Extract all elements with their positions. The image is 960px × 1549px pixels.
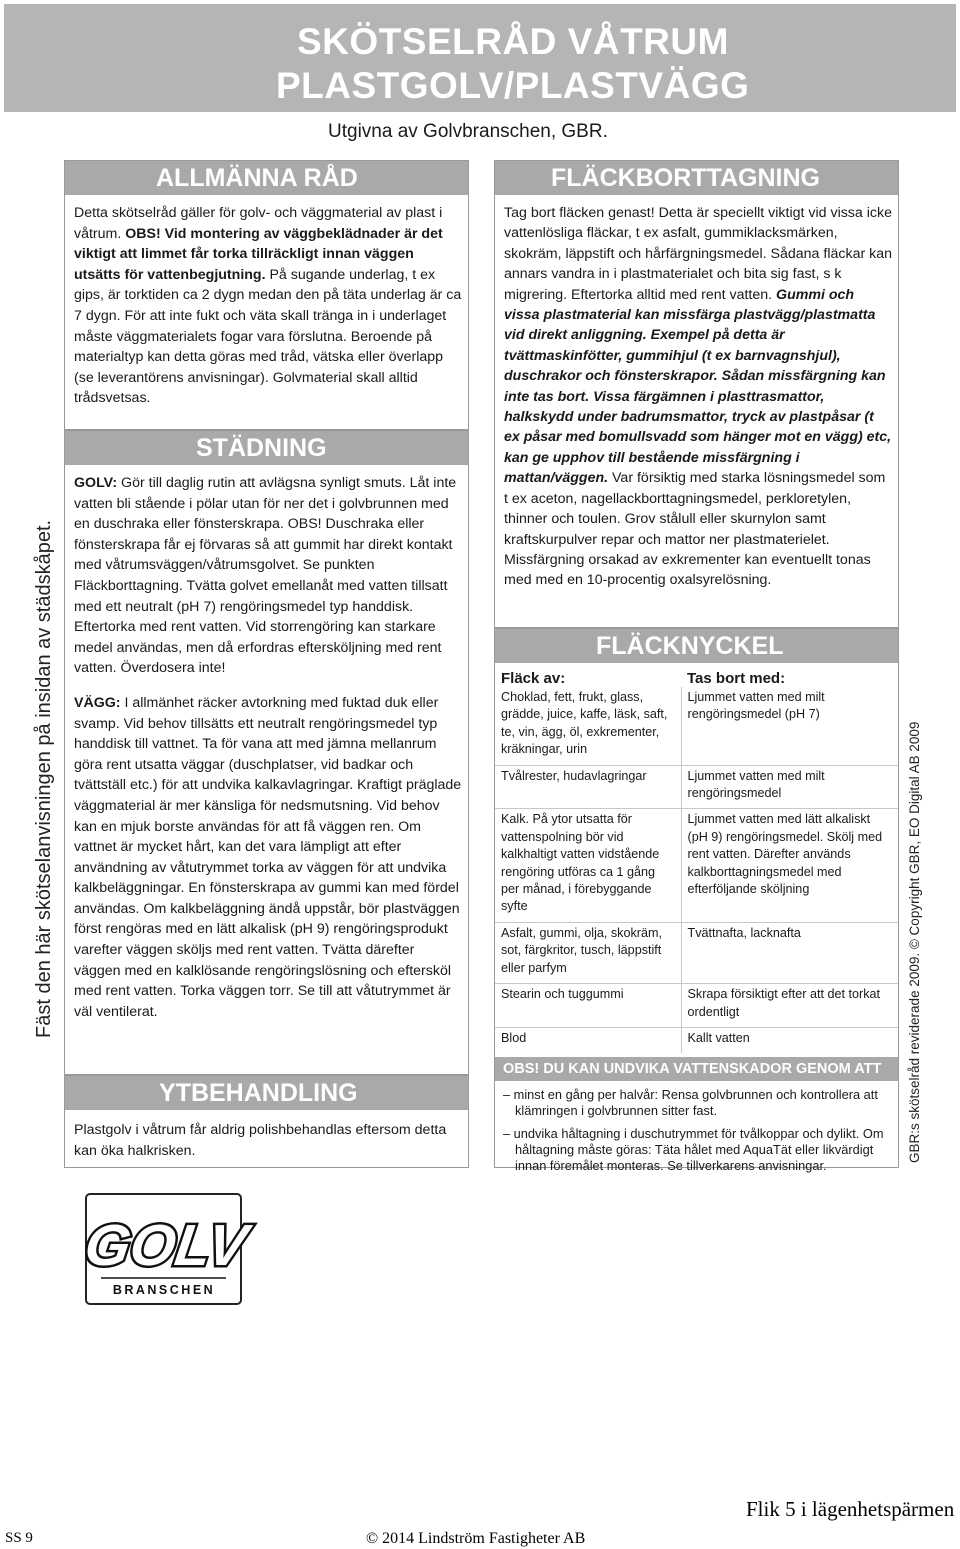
footer-copyright: © 2014 Lindström Fastigheter AB	[366, 1530, 586, 1547]
stain-key-table	[495, 668, 898, 1053]
section-text	[65, 195, 468, 409]
stain-cell: Blod	[495, 1027, 681, 1053]
obs-list	[495, 1081, 898, 1174]
remove-cell: Ljummet vatten med lätt alkaliskt (pH 9) rengöringsmedel. Skölj med rent vatten. Därefter används kalkborttagningsmedel med efterföljande sköljning	[681, 809, 898, 922]
stain-cell: Kalk. På ytor utsatta för vattenspolning bör vid kalkhaltigt vatten vidstående rengöring utföras ca 1 gång per månad, i förebyggande syfte	[495, 809, 681, 922]
text-part: Var försiktig med starka lösningsmedel som t ex aceton, nagellackborttagningsmedel, perkloretylen, thinner och toulen. Grov stålull eller skurnylon samt kraftskurpulver repar och mattor ner plastmaterielet. Missfärgning orsakad av exkrementer kan eventuellt tonas med med en 10-procentig oxalsyrelösning.	[504, 470, 886, 589]
golv-paragraph	[65, 465, 468, 679]
golv-label: GOLV:	[74, 475, 118, 491]
column-header-stain: Fläck av:	[501, 670, 566, 687]
text-part-bold: OBS! Vid montering av väggbeklädnader är det viktigt att limmet får torka tillräckligt innan väggen utsätts för vattenbegjutning.	[74, 225, 443, 283]
side-instruction: Fäst den här skötselanvisningen på insidan av städskåpet.	[33, 519, 55, 1038]
column-header-remove: Tas bort med:	[687, 670, 786, 687]
footer-page-code: SS 9	[5, 1530, 33, 1546]
vagg-text: I allmänhet räcker avtorkning med fuktad duk eller svamp. Vid behov tillsätts ett neutralt rengöringsmedel typ handdisk till vattnet. Ta för vana att med jämna mellanrum göra rent utsatta väggar (duschplatser, vid badkar och tvättställ etc.) för att undvika kalkavlagringar. Kraftigt präglade väggmaterial är mer känsliga för nedsmutsning. Vid behov kan en mjuk borste användas för att få väggen ren. Om vattnet är mycket hårt, kan det vara lämpligt att efter användning av våtutrymmet torka av väggen för att undvika kalkbeläggningar. En fönsterskrapa av gummi kan med fördel användas. Om kalkbeläggning ändå uppstår, bör plastväggen först rengöras med en lätt alkalisk (pH 9) rengöringsprodukt varefter väggen sköljs med rent vatten. Tvätta därefter väggen med en kalklösande rengöringslösning och eftersköl med rent vatten. Torka väggen torr. Se till att våtutrymmet är väl ventilerat.	[74, 694, 462, 1020]
table-row	[495, 687, 898, 765]
logo-subtext: BRANSCHEN	[112, 1283, 216, 1297]
table-header-row	[495, 668, 898, 687]
remove-cell: Skrapa försiktigt efter att det torkat ordentligt	[681, 984, 898, 1028]
section-flacknyckel	[494, 628, 899, 1174]
section-stadning	[64, 430, 469, 1075]
table-row	[495, 984, 898, 1028]
section-heading: STÄDNING	[65, 431, 468, 465]
remove-cell: Ljummet vatten med milt rengöringsmedel (pH 7)	[681, 687, 898, 765]
obs-heading: OBS! DU KAN UNDVIKA VATTENSKADOR GENOM ATT	[495, 1057, 898, 1081]
text-part: På sugande underlag, t ex gips, är torktiden ca 2 dygn medan den på täta underlag är ca 7 dygn. För att inte fukt och väta skall tränga in i underlaget måste väggmaterialets fogar vara förslutna. Beroende på materialtyp kan detta göras med tråd, vätska eller överlapp (se leverantörens anvisningar). Golvmaterial skall alltid trådsvetsas.	[74, 266, 462, 407]
remove-cell: Ljummet vatten med milt rengöringsmedel	[681, 765, 898, 809]
table-row	[495, 1027, 898, 1053]
section-text: Plastgolv i våtrum får aldrig polishbehandlas eftersom detta kan öka halkrisken.	[74, 1122, 447, 1159]
copyright-vertical: GBR:s skötselråd reviderade 2009. © Copyright GBR, EO Digital AB 2009	[907, 721, 922, 1163]
section-ytbehandling	[64, 1075, 469, 1168]
golvbranschen-logo	[80, 1193, 251, 1305]
section-heading: YTBEHANDLING	[65, 1076, 468, 1110]
table-row	[495, 765, 898, 809]
stain-cell: Choklad, fett, frukt, glass, grädde, juice, kaffe, läsk, saft, te, vin, ägg, öl, exkrementer, kräkningar, urin	[495, 687, 681, 765]
section-heading: ALLMÄNNA RÅD	[65, 161, 468, 195]
golv-text: Gör till daglig rutin att avlägsna synligt smuts. Låt inte vatten bli stående i pölar utan för ner det i golvbrunnen med en duschraka eller fönsterskrapa. OBS! Duschraka eller fönsterskrapa får ej förvaras så att gummit har direkt kontakt med våtrumsväggen/våtrumsgolvet. Se punkten Fläckborttagning. Tvätta golvet emellanåt med vatten tillsatt med ett neutralt (pH 7) rengöringsmedel typ handdisk. Eftertorka med rent vatten. Vid storrengöring kan starkare medel användas, men då erfordras eftersköljning med rent vatten. Överdosera inte!	[74, 475, 457, 677]
section-allmanna-rad	[64, 160, 469, 430]
table-row	[495, 922, 898, 983]
vagg-label: VÄGG:	[74, 694, 121, 711]
remove-cell: Kallt vatten	[687, 1030, 750, 1045]
list-item: – undvika håltagning i duschutrymmet för tvålkoppar och dylikt. Om håltagning måste göras: Täta hålet med AquaTät eller likvärdigt innan föremålet monteras. Se tillverkarens anvisningar.	[503, 1126, 884, 1174]
stain-cell: Asfalt, gummi, olja, skokräm, sot, färgkritor, tusch, läppstift eller parfym	[495, 922, 681, 983]
publisher-line: Utgivna av Golvbranschen, GBR.	[328, 121, 608, 142]
logo-wordmark: GOLV	[80, 1213, 251, 1278]
remove-cell: Tvättnafta, lacknafta	[681, 922, 898, 983]
text-part: Detta skötselråd gäller för golv- och väggmaterial av plast i våtrum.	[74, 205, 443, 242]
footer-tab-label: Flik 5 i lägenhetspärmen	[746, 1497, 955, 1521]
stain-cell: Tvålrester, hudavlagringar	[495, 765, 681, 809]
table-row	[495, 809, 898, 922]
document-title-line2: PLASTGOLV/PLASTVÄGG	[276, 65, 750, 106]
text-part-bold-italic: Gummi och vissa plastmaterial kan missfärga plastvägg/plastmatta vid direkt anliggning. Exempel på detta är tvättmaskinfötter, gummihjul (t ex barnvagnshjul), duschrakor och fönsterskrapor. Sådan missfärgning kan inte tas bort. Vissa färgämnen i plasttrasmattor, halkskydd under badrumsmattor, tryck av plastpåsar (t ex påsar med bomullsvadd som hänger mot en vägg) etc, kan ge upphov till bestående missfärgning i mattan/väggen.	[504, 286, 892, 487]
section-heading: FLÄCKBORTTAGNING	[495, 161, 898, 195]
document-title-line1: SKÖTSELRÅD VÅTRUM	[297, 21, 729, 62]
section-flackborttagning	[494, 160, 899, 628]
section-heading: FLÄCKNYCKEL	[495, 629, 898, 663]
title-bar	[4, 4, 956, 112]
list-item: – minst en gång per halvår: Rensa golvbrunnen och kontrollera att klämringen i golvbrunnen sitter fast.	[503, 1087, 878, 1119]
text-part: Tag bort fläcken genast! Detta är speciellt viktigt vid vissa icke vattenlösliga fläckar, t ex asfalt, gummiklacksmärken, skokräm, läppstift och hårfärgningsmedel. Sådana fläckar kan annars vandra in i plastmaterialet och bita sig fast, s k migrering. Eftertorka alltid med rent vatten.	[504, 205, 892, 303]
section-text	[495, 195, 898, 591]
vagg-paragraph	[65, 685, 468, 1023]
stain-cell: Stearin och tuggummi	[495, 984, 681, 1028]
